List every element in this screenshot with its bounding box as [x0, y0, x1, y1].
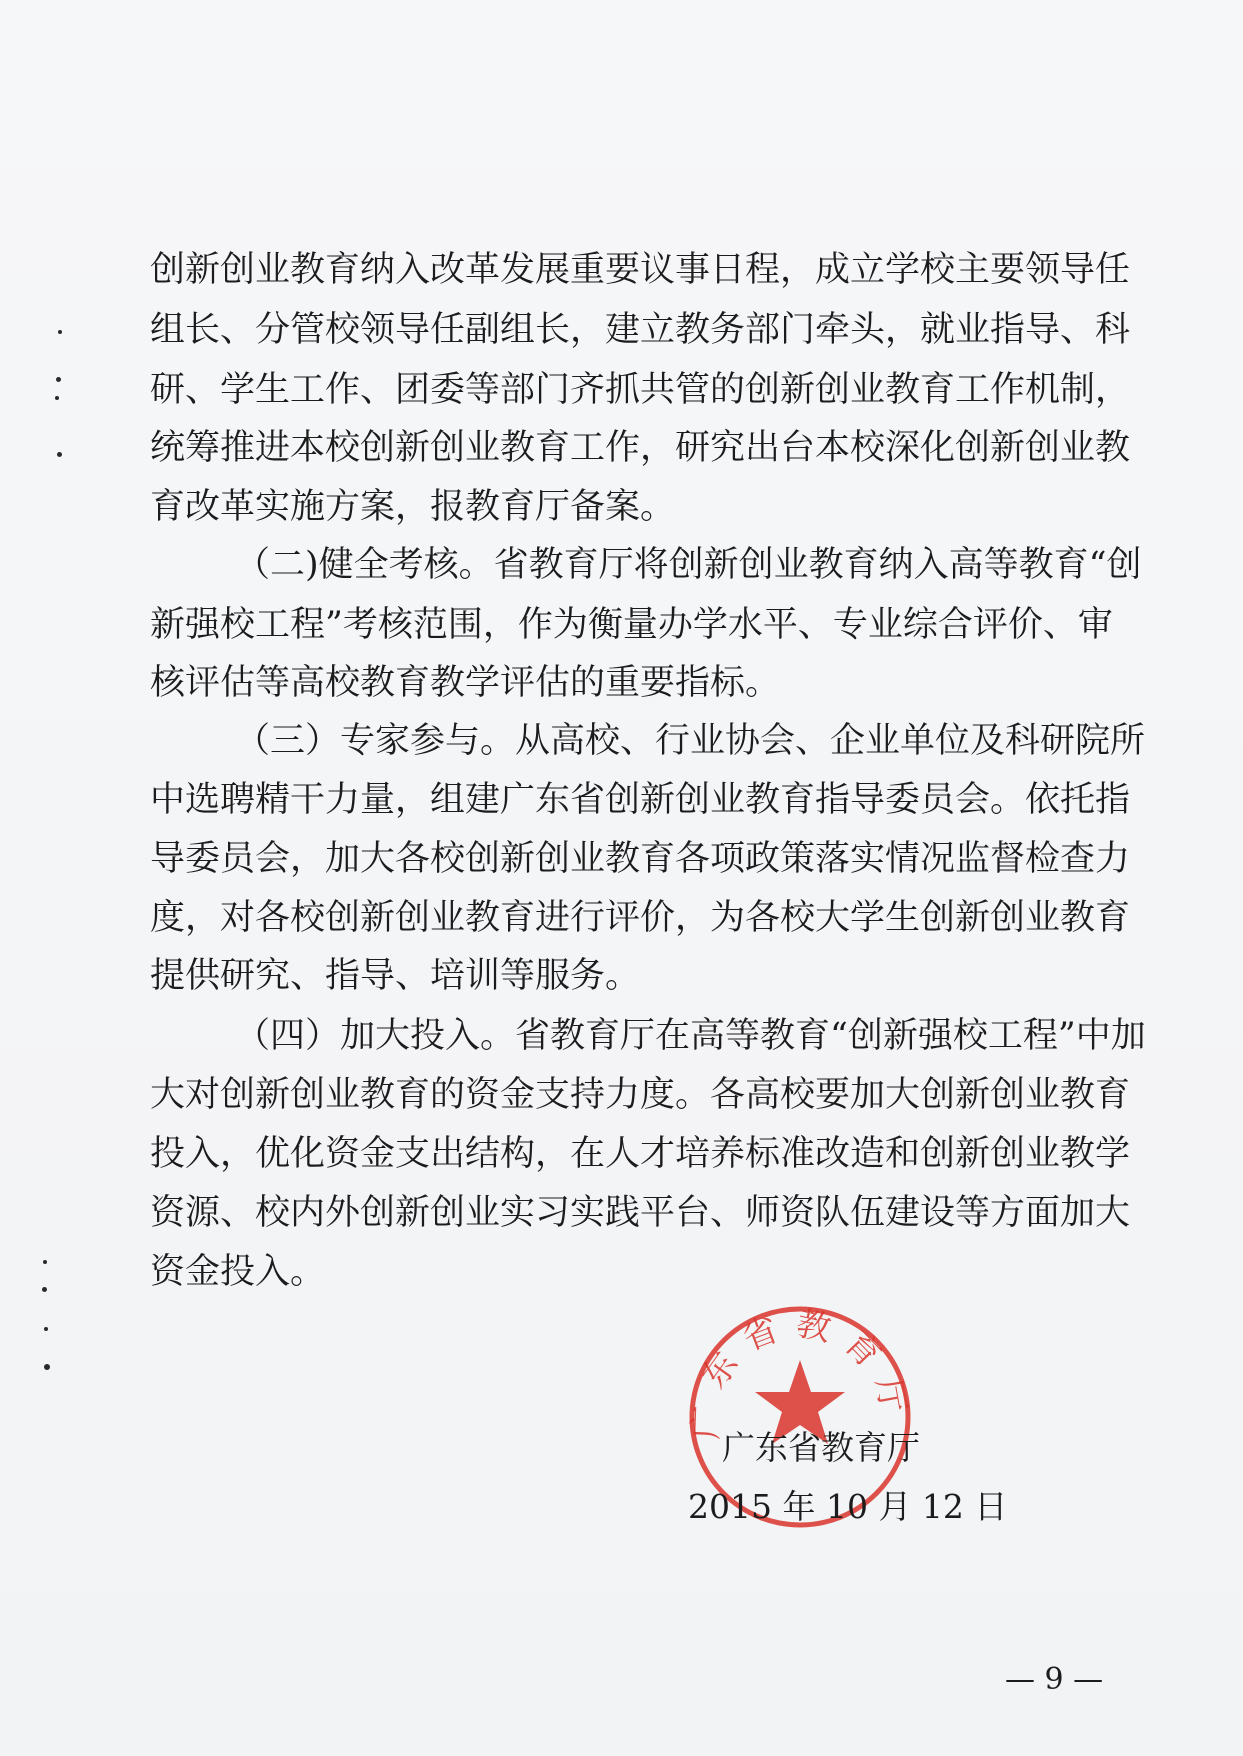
- body-text-line: 导委员会，加大各校创新创业教育各项政策落实情况监督检查力: [150, 839, 1131, 879]
- body-text-line: 提供研究、指导、培训等服务。: [150, 956, 641, 996]
- margin-mark: [56, 377, 61, 382]
- issue-date: 2015 年 10 月 12 日: [688, 1487, 1008, 1526]
- issuer-name: 广东省教育厅: [722, 1428, 920, 1467]
- body-text-line: 大对创新创业教育的资金支持力度。各高校要加大创新创业教育: [150, 1075, 1131, 1115]
- body-text-line: （四）加大投入。省教育厅在高等教育“创新强校工程”中加: [235, 1016, 1146, 1056]
- body-text-line: 资金投入。: [150, 1252, 326, 1292]
- margin-mark: [58, 330, 62, 334]
- body-text-line: 新强校工程”考核范围，作为衡量办学水平、专业综合评价、审: [150, 605, 1113, 645]
- body-text-line: 度，对各校创新创业教育进行评价，为各校大学生创新创业教育: [150, 898, 1131, 938]
- body-text-line: 资源、校内外创新创业实习实践平台、师资队伍建设等方面加大: [150, 1193, 1131, 1233]
- body-text-line: 中选聘精干力量，组建广东省创新创业教育指导委员会。依托指: [150, 780, 1131, 820]
- body-text-line: 核评估等高校教育教学评估的重要指标。: [150, 663, 781, 703]
- margin-mark: [44, 1364, 50, 1370]
- margin-mark: [43, 1260, 47, 1264]
- body-text-line: 育改革实施方案，报教育厅备案。: [150, 487, 676, 527]
- margin-mark: [44, 1327, 48, 1331]
- page-number: — 9 —: [1005, 1662, 1104, 1697]
- margin-mark: [42, 1287, 47, 1292]
- body-text-line: 投入，优化资金支出结构，在人才培养标准改造和创新创业教学: [150, 1134, 1131, 1174]
- body-text-line: （二)健全考核。省教育厅将创新创业教育纳入高等教育“创: [235, 545, 1142, 585]
- body-text-line: （三）专家参与。从高校、行业协会、企业单位及科研院所: [235, 721, 1146, 761]
- margin-mark: [55, 396, 59, 400]
- margin-mark: [57, 452, 62, 457]
- body-text-line: 研、学生工作、团委等部门齐抓共管的创新创业教育工作机制，: [150, 370, 1131, 410]
- body-text-line: 创新创业教育纳入改革发展重要议事日程，成立学校主要领导任: [150, 250, 1131, 290]
- svg-text:广东省教育厅: 广东省教育厅: [686, 1303, 915, 1441]
- body-text-line: 统筹推进本校创新创业教育工作，研究出台本校深化创新创业教: [150, 428, 1131, 468]
- body-text-line: 组长、分管校领导任副组长，建立教务部门牵头，就业指导、科: [150, 310, 1131, 350]
